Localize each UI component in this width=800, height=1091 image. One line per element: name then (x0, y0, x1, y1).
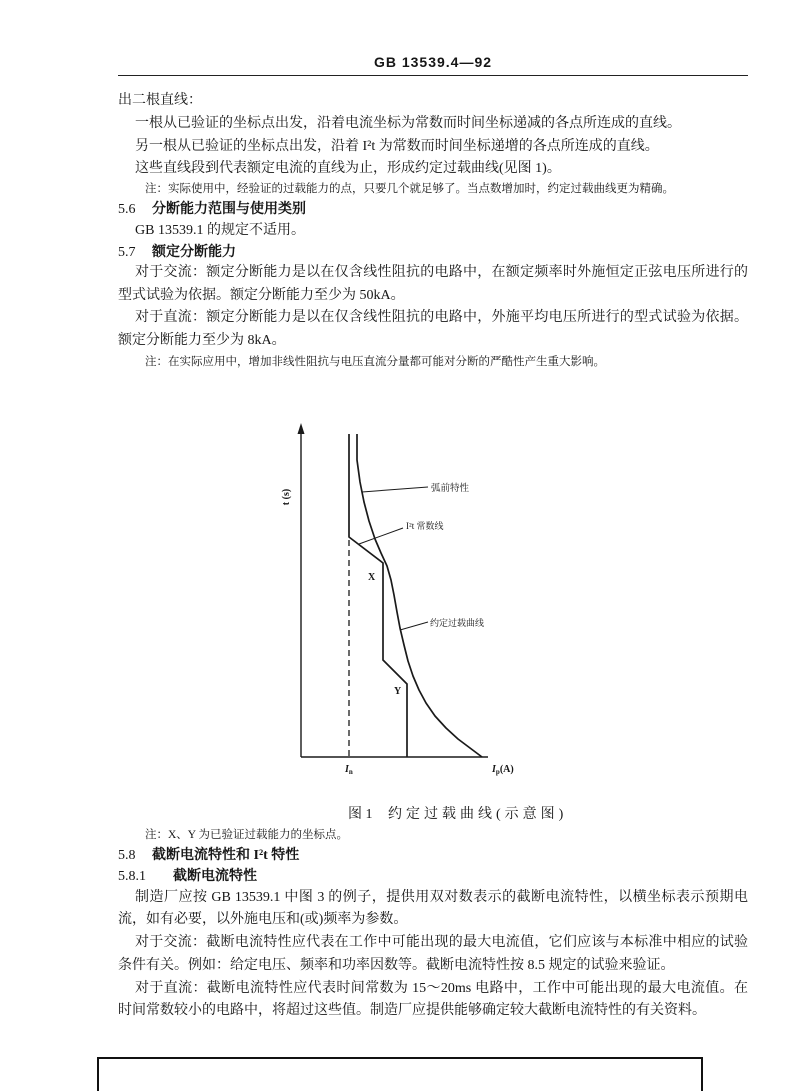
i2t-constant-leader-line (359, 528, 403, 544)
y-axis-label: t (s) (281, 488, 292, 506)
paragraph-line: GB 13539.1 的规定不适用。 (135, 223, 305, 238)
note-text: 注：X、Y 为已验证过载能力的坐标点。 (145, 829, 349, 841)
pre-arcing-curve (357, 434, 485, 757)
conventional-curve-leader-line (400, 622, 428, 630)
section-title: 截断电流特性 (173, 869, 257, 884)
conventional-curve-label: 约定过载曲线 (430, 618, 485, 628)
section-5-7-heading (118, 243, 236, 263)
paragraph-line: 对于交流：额定分断能力是以在仅含线性阻抗的电路中，在额定频率时外施恒定正弦电压所进行的 (135, 265, 748, 280)
note-text: 注：在实际应用中，增加非线性阻抗与电压直流分量都可能对分断的严酷性产生重大影响。 (145, 356, 605, 368)
figure-number: 图 1 (348, 807, 373, 822)
standard-code-header: GB 13539.4—92 (373, 54, 493, 70)
rated-current-label (344, 764, 353, 776)
pre-arcing-label: 弧前特性 (431, 484, 470, 494)
pre-arcing-leader-line (362, 487, 428, 492)
section-number: 5.8.1 (118, 869, 146, 884)
section-number: 5.6 (118, 202, 136, 217)
section-title: 截断电流特性和 I²t 特性 (152, 848, 300, 863)
section-title: 分断能力范围与使用类别 (152, 202, 306, 217)
rated-current-subscript: n (348, 768, 353, 776)
x-axis-label (491, 764, 514, 776)
rated-current-symbol: I (345, 764, 349, 775)
conventional-overload-curve (349, 434, 407, 757)
paragraph-line: 对于直流：截断电流特性应代表时间常数为 15～20ms 电路中，工作中可能出现的最大电流值。在 (135, 981, 748, 996)
point-x-label: X (368, 572, 376, 583)
paragraph-line: 额定分断能力至少为 8kA。 (118, 333, 286, 348)
paragraph-line: 时间常数较小的电路中，将超过这些值。制造厂应提供能够确定较大截断电流特性的有关资料。 (118, 1003, 706, 1018)
paragraph-line: 条件有关。例如：给定电压、频率和功率因数等。截断电流特性按 8.5 规定的试验来验证。 (118, 958, 675, 973)
paragraph-line: 对于交流：截断电流特性应代表在工作中可能出现的最大电流值，它们应该与本标准中相应的试验 (135, 935, 748, 950)
section-number: 5.7 (118, 245, 136, 260)
paragraph-line: 流，如有必要，以外施电压和(或)频率为参数。 (118, 912, 408, 927)
bottom-frame-box (97, 1057, 703, 1091)
paragraph-line: 对于直流：额定分断能力是以在仅含线性阻抗的电路中，外施平均电压所进行的型式试验为依据。 (135, 310, 748, 325)
y-axis-arrow (298, 423, 305, 434)
paragraph-line: 型式试验为依据。额定分断能力至少为 50kA。 (118, 288, 405, 303)
section-5-6-heading (118, 200, 306, 220)
section-title: 额定分断能力 (152, 245, 236, 260)
section-5-8-heading (118, 846, 299, 866)
figure-1-diagram (270, 420, 530, 780)
paragraph-line: 制造厂应按 GB 13539.1 中图 3 的例子，提供用双对数表示的截断电流特性，以横坐标表示预期电 (135, 890, 748, 905)
figure-title: 约定过载曲线(示意图) (388, 807, 568, 822)
x-axis-symbol: I (492, 764, 496, 775)
point-y-label: Y (394, 686, 402, 697)
paragraph-line: 另一根从已验证的坐标点出发，沿着 I²t 为常数而时间坐标递增的各点所连成的直线。 (135, 139, 659, 154)
header-rule (118, 75, 748, 76)
section-number: 5.8 (118, 848, 136, 863)
paragraph-line: 这些直线段到代表额定电流的直线为止，形成约定过载曲线(见图 1)。 (135, 161, 561, 176)
x-axis-unit: (A) (499, 764, 514, 775)
paragraph-line: 一根从已验证的坐标点出发，沿着电流坐标为常数而时间坐标递减的各点所连成的直线。 (135, 116, 681, 131)
note-text: 注：实际使用中，经验证的过载能力的点，只要几个就足够了。当点数增加时，约定过载曲线更为精确。 (145, 183, 674, 195)
figure-caption (348, 805, 567, 825)
paragraph-line: 出二根直线： (118, 93, 202, 108)
x-axis-subscript: p (495, 768, 500, 776)
section-5-8-1-heading (118, 867, 257, 887)
i2t-constant-label: I²t 常数线 (406, 521, 444, 531)
